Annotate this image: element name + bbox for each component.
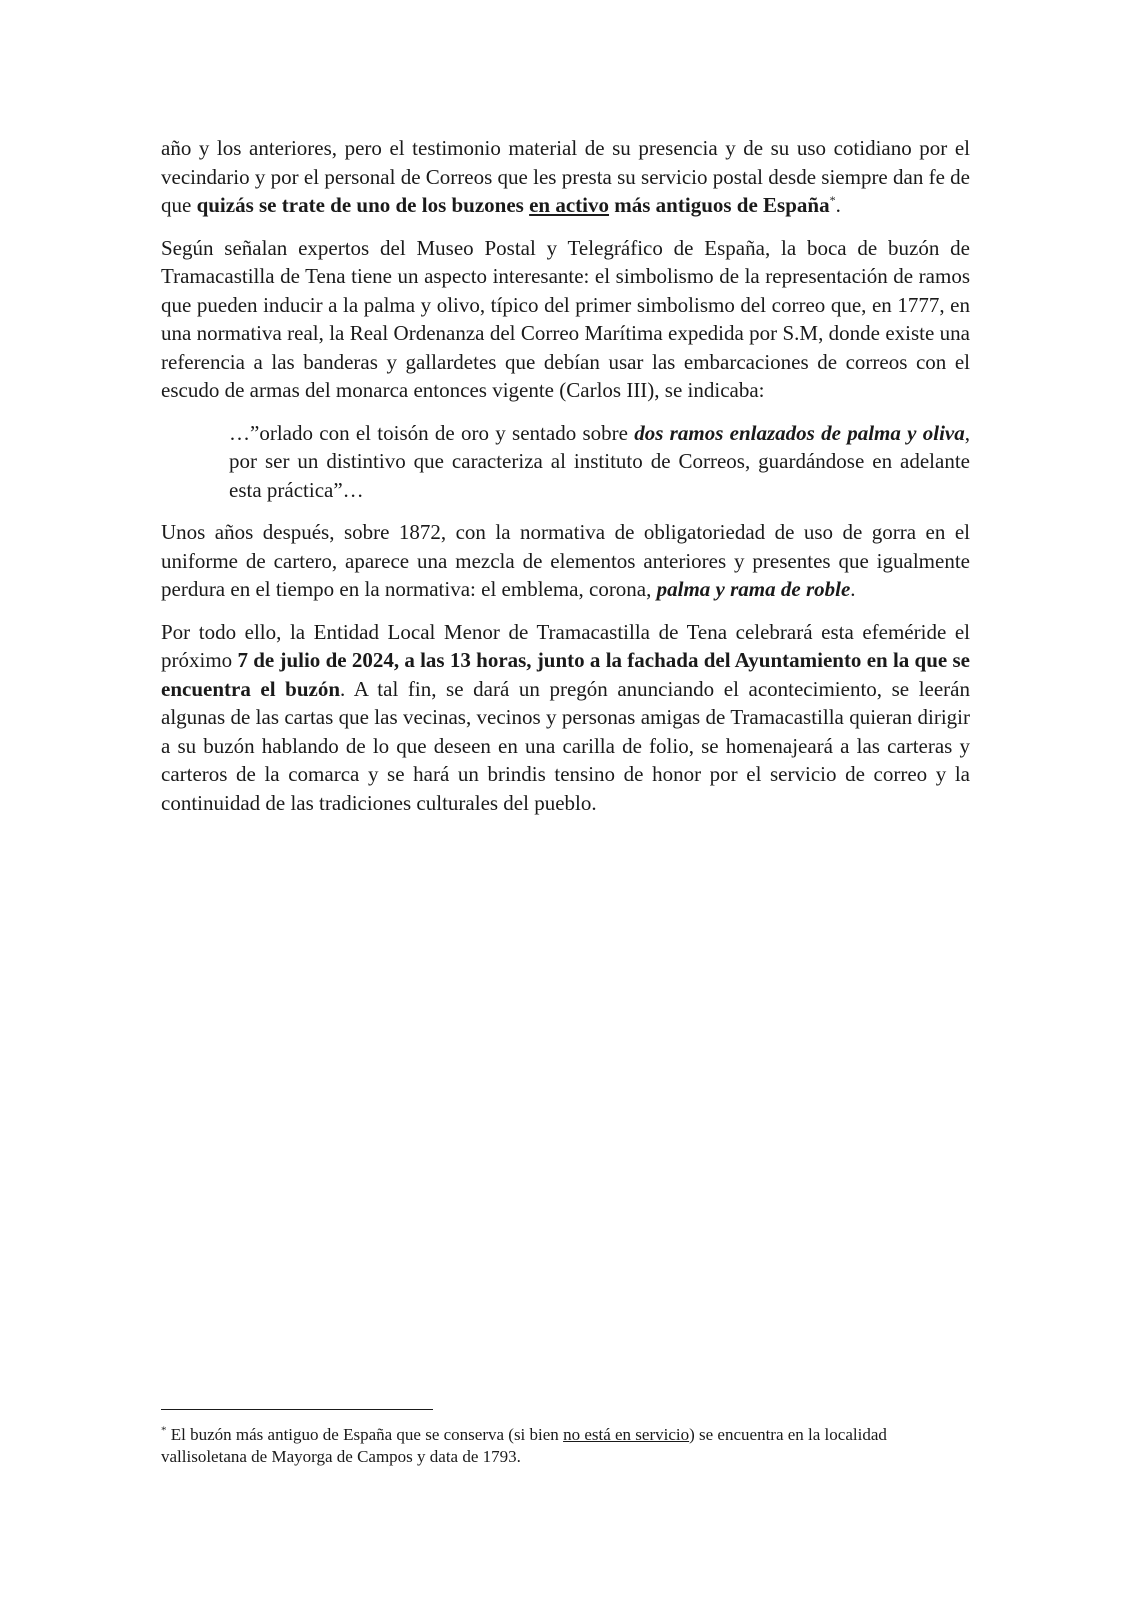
- paragraph-1-end: .: [835, 193, 841, 217]
- quote-bold-italic: dos ramos enlazados de palma y oliva: [634, 420, 965, 445]
- footnote-mark: *: [161, 1424, 167, 1437]
- paragraph-3: [161, 518, 970, 604]
- paragraph-3-bold-italic: palma y rama de roble: [656, 577, 851, 601]
- block-quote: [229, 419, 970, 505]
- paragraph-3-end: .: [850, 577, 856, 601]
- paragraph-1-bold-underlined: en activo: [529, 193, 610, 217]
- paragraph-1-bold: quizás se trate de uno de los buzones: [196, 193, 530, 217]
- footnote-reference: *: [829, 193, 836, 207]
- footnote-separator: [161, 1409, 433, 1410]
- footnote: [161, 1424, 966, 1468]
- quote-text-start: …”orlado con el toisón de oro y sentado sobre: [229, 420, 635, 445]
- body-text: [161, 134, 970, 831]
- paragraph-4-text-end: . A tal fin, se dará un pregón anunciando el acontecimiento, se leerán algunas de las cartas que las vecinas, vecinos y personas amigas de Tramacastilla quieran dirigir a su buzón hablando de lo que deseen en una carilla de folio, se homenajeará a las carteras y carteros de la comarca y se hará un brindis tensino de honor por el servicio de correo y la continuidad de las tradiciones culturales del pueblo.: [161, 676, 970, 815]
- paragraph-4: [161, 618, 970, 818]
- paragraph-1: [161, 134, 970, 220]
- paragraph-1-text: año y los anteriores, pero el testimonio material de su presencia y de su uso cotidiano por el vecindario y por el personal de Correos que les presta su servicio postal desde siempre dan fe de que: [161, 136, 970, 217]
- footnote-text-end: ) se encuentra en la localidad vallisoletana de Mayorga de Campos y data de 1793.: [161, 1425, 887, 1466]
- footnote-underlined: no está en servicio: [563, 1425, 690, 1444]
- paragraph-4-bold: 7 de julio de 2024, a las 13 horas, junto a la fachada del Ayuntamiento en la que se encuentra el buzón: [161, 648, 970, 701]
- footnote-text: El buzón más antiguo de España que se conserva (si bien: [166, 1425, 564, 1444]
- quote-text-end: , por ser un distintivo que caracteriza al instituto de Correos, guardándose en adelante esta práctica”…: [229, 420, 970, 502]
- paragraph-1-bold-end: más antiguos de España: [609, 193, 830, 217]
- paragraph-3-text: Unos años después, sobre 1872, con la normativa de obligatoriedad de uso de gorra en el uniforme de cartero, aparece una mezcla de elementos anteriores y presentes que igualmente perdura en el tiempo en la normativa: el emblema, corona,: [161, 520, 970, 601]
- paragraph-4-text: Por todo ello, la Entidad Local Menor de Tramacastilla de Tena celebrará esta efeméride el próximo: [161, 619, 970, 672]
- paragraph-2: [161, 234, 970, 405]
- paragraph-2-text: Según señalan expertos del Museo Postal y Telegráfico de España, la boca de buzón de Tramacastilla de Tena tiene un aspecto interesante: el simbolismo de la representación de ramos que pueden inducir a la palma y olivo, típico del primer simbolismo del correo que, en 1777, en una normativa real, la Real Ordenanza del Correo Marítima expedida por S.M, donde existe una referencia a las banderas y gallardetes que debían usar las embarcaciones de correos con el escudo de armas del monarca entonces vigente (Carlos III), se indicaba:: [161, 235, 970, 402]
